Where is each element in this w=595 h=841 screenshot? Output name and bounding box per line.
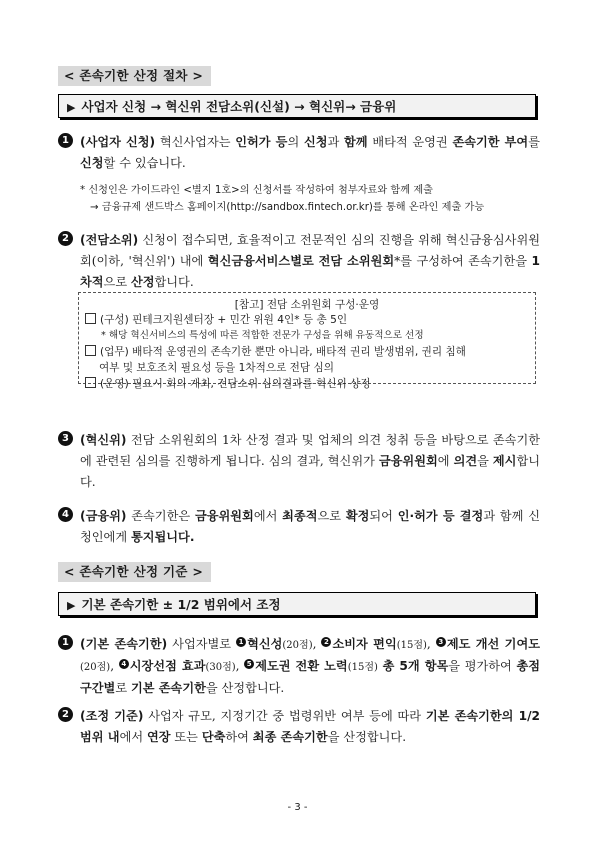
text: 할 수 있습니다. (103, 156, 186, 170)
text: 되어 (369, 509, 398, 523)
circled-number-icon: 5 (244, 659, 254, 669)
text: *를 구성하여 존속기한을 (394, 254, 532, 268)
text: 과 (327, 135, 345, 149)
text: (운영) 필요시 회의 개최, 전담소위 심의결과를 혁신위 상정 (100, 378, 371, 390)
text: 또는 (170, 730, 202, 744)
text: 로 (115, 681, 131, 695)
circled-number-icon: 2 (321, 637, 331, 647)
reference-line-composition (79, 312, 535, 328)
procedure-flow-text: 사업자 신청 → 혁신위 전담소위(신설) → 혁신위→ 금융위 (81, 99, 397, 114)
text: 에서 (253, 509, 283, 523)
text: 전담 소위원회의 1차 산정 결과 및 업체의 의견 청취 등을 바탕으로 존속기한에 관련된 심의를 진행하게 됩니다. 심의 결과, 혁신위가 (80, 433, 540, 468)
reference-box-subcommittee (78, 292, 536, 390)
emphasis: 최종적 (282, 509, 318, 523)
text: 혁신사업자는 (155, 135, 236, 149)
emphasis: 신청 (80, 156, 104, 170)
text: 을 (477, 454, 493, 468)
emphasis: 연장 (146, 730, 171, 744)
procedure-item-1 (58, 132, 540, 174)
text: (업무) 배타적 운영권의 존속기한 뿐만 아니라, 배타적 권리 발생범위, 권리 침해 (100, 346, 466, 358)
emphasis: 존속기한 부여 (452, 135, 529, 149)
text: 합니다. (80, 454, 540, 489)
factor-name: 제도권 전환 노력 (255, 659, 348, 673)
note-line: * 신청인은 가이드라인 <별지 1호>의 신청서를 작성하여 첨부자료와 함께 제출 (80, 185, 434, 196)
text: 을 평가하여 (448, 659, 517, 673)
checkbox-square-icon (85, 377, 96, 388)
number-badge: 2 (58, 707, 73, 722)
emphasis: 의견 (453, 454, 478, 468)
item-label: (금융위) (80, 509, 127, 523)
note-submission (80, 182, 540, 216)
criteria-item-1: 1 (기본 존속기한) 사업자별로 $^1$ 혁신성(20점), $^2$ 소비자 편익(15점), $^3$ 제도 개선 기여도(20점), $^4$ 시장선점 효과(30점), $^5$ 제도권 전환 노력(15점) 총 5개 항목을 평가하여 총점 구간별로 기본 존속기한을 산정합니다. (58, 634, 540, 699)
text: 의 (287, 135, 304, 149)
emphasis: 제시 (492, 454, 517, 468)
emphasis: 금융위원회 (194, 509, 254, 523)
emphasis: 인·허가 등 결정 (397, 509, 484, 523)
criteria-item-2 (58, 706, 540, 748)
factor-points: (30점) (205, 662, 236, 673)
number-badge: 1 (58, 133, 73, 148)
section-heading-criteria: < 존속기한 산정 기준 > (58, 562, 211, 582)
text: 을 산정합니다. (327, 730, 407, 744)
procedure-item-4 (58, 506, 540, 548)
emphasis: 혁신금융서비스별로 전담 소위원회 (207, 254, 395, 268)
reference-line-duty-cont: 여부 및 보호조치 필요성 등을 1차적으로 전담 심의 (99, 362, 334, 374)
emphasis: 최종 존속기한 (252, 730, 328, 744)
text: 에서 (119, 730, 147, 744)
item-label: (혁신위) (80, 433, 127, 447)
number-badge: 3 (58, 431, 73, 446)
text: 하여 (225, 730, 253, 744)
checkbox-square-icon (85, 345, 96, 356)
emphasis: 단축 (201, 730, 226, 744)
emphasis: 총점 구간별 (80, 659, 541, 695)
factor-name: 제도 개선 기여도 (446, 637, 540, 651)
factor-points: (15점) (347, 662, 378, 673)
item-label: (기본 존속기한) (80, 637, 168, 651)
circled-number-icon: 3 (436, 637, 446, 647)
emphasis: 함께 (344, 135, 368, 149)
circled-number-icon: 1 (236, 637, 246, 647)
emphasis: 신청 (303, 135, 328, 149)
text: 사업자별로 (167, 637, 237, 651)
factor-points: (20점) (80, 662, 111, 673)
text: 으로 (317, 509, 346, 523)
procedure-flow-box (58, 94, 536, 118)
reference-subnote: * 해당 혁신서비스의 특성에 따른 적합한 전문가 구성을 위해 유동적으로 선정 (101, 330, 424, 341)
text: 를 (528, 135, 540, 149)
number-badge: 4 (58, 507, 73, 522)
number-badge: 1 (58, 635, 73, 650)
text: 합니다. (154, 275, 194, 289)
emphasis: 확정 (345, 509, 370, 523)
item-label: (사업자 신청) (80, 135, 156, 149)
note-line: → 금융규제 샌드박스 홈페이지(http://sandbox.fintech.or.kr)를 통해 온라인 제출 가능 (90, 202, 485, 213)
text: 으로 (103, 275, 131, 289)
emphasis: 산정 (130, 275, 155, 289)
procedure-item-3 (58, 430, 540, 493)
emphasis: 금융위원회 (378, 454, 438, 468)
reference-title: [참고] 전담 소위원회 구성·운영 (234, 299, 380, 311)
text: 배타적 운영권 (367, 135, 453, 149)
item-label: (조정 기준) (80, 709, 144, 723)
triangle-bullet-icon: ▶ (67, 599, 76, 612)
factor-name: 혁신성 (247, 637, 283, 651)
text: (구성) 핀테크지원센터장 + 민간 위원 4인* 등 총 5인 (100, 314, 348, 326)
emphasis: 통지됩니다. (130, 530, 195, 544)
emphasis: 기본 존속기한의 1/2 범위 내 (80, 709, 541, 744)
procedure-item-2 (58, 230, 540, 293)
number-badge: 2 (58, 231, 73, 246)
factor-points: (20점) (282, 640, 313, 651)
reference-line-duty (79, 344, 535, 360)
item-label: (전담소위) (80, 233, 139, 247)
criteria-flow-text: 기본 존속기한 ± 1/2 범위에서 조정 (81, 597, 281, 612)
text: 과 함께 신청인에게 (80, 509, 541, 544)
text: 사업자 규모, 지정기간 중 법령위반 여부 등에 따라 (143, 709, 426, 723)
emphasis: 총 5개 항목 (382, 659, 449, 673)
section-heading-procedure: < 존속기한 산정 절차 > (58, 66, 211, 86)
emphasis: 인허가 등 (235, 135, 288, 149)
reference-line-operation (79, 376, 535, 392)
factor-points: (15점) (396, 640, 427, 651)
text: 존속기한은 (126, 509, 195, 523)
text: 에 (437, 454, 454, 468)
circled-number-icon: 4 (119, 659, 129, 669)
factor-name: 시장선점 효과 (129, 659, 206, 673)
checkbox-square-icon (85, 313, 96, 324)
page-number: - 3 - (287, 802, 308, 813)
triangle-bullet-icon: ▶ (67, 101, 76, 114)
text: 을 산정합니다. (205, 681, 285, 695)
emphasis: 1차적 (80, 254, 540, 289)
factor-name: 소비자 편익 (332, 637, 397, 651)
text: 신청이 접수되면, 효율적이고 전문적인 심의 진행을 위해 혁신금융심사위원회(이하, '혁신위') 내에 (80, 233, 540, 268)
emphasis: 기본 존속기한 (130, 681, 206, 695)
criteria-flow-box (58, 592, 536, 616)
